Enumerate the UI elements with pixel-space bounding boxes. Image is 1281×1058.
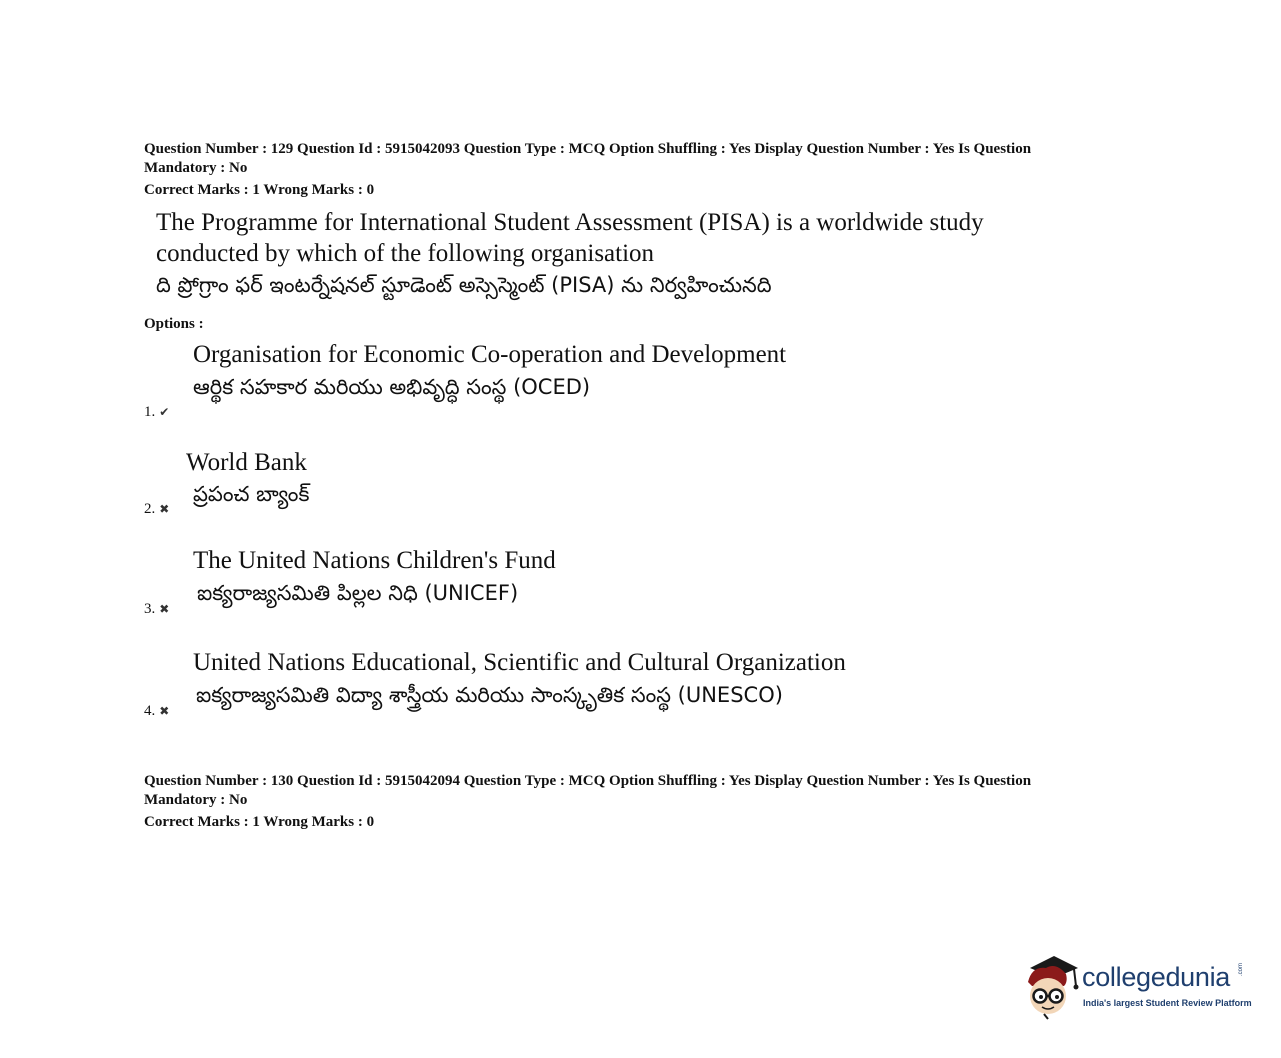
check-icon: ✔ xyxy=(159,405,170,419)
option-3-text-en: The United Nations Children's Fund xyxy=(193,547,556,574)
cross-icon: ✖ xyxy=(159,704,170,718)
option-4-number-label: 4. xyxy=(144,703,156,719)
option-4-text-en: United Nations Educational, Scientific and Cultural Organization xyxy=(193,649,846,676)
mascot-icon xyxy=(1022,952,1082,1022)
option-3-text-te: ఐక్యరాజ్యసమితి పిల్లల నిధి (UNICEF) xyxy=(197,581,519,605)
option-2-text-en: World Bank xyxy=(186,449,307,476)
q129-options-label: Options : xyxy=(144,316,204,332)
option-2-number xyxy=(144,501,169,518)
option-1-number-label: 1. xyxy=(144,404,156,420)
option-4-text-te: ఐక్యరాజ్యసమితి విద్యా శాస్త్రీయ మరియు సాంస్కృతిక సంస్థ (UNESCO) xyxy=(196,683,783,707)
option-2-text-te: ప్రపంచ బ్యాంక్ xyxy=(193,482,310,506)
q130-marks: Correct Marks : 1 Wrong Marks : 0 xyxy=(144,814,375,830)
option-1-text-te: ఆర్థిక సహకార మరియు అభివృద్ధి సంస్థ (OCED) xyxy=(193,375,591,399)
option-1-text-en: Organisation for Economic Co-operation and Development xyxy=(193,341,787,368)
cross-icon: ✖ xyxy=(159,602,170,616)
logo-tagline: India's largest Student Review Platform xyxy=(1083,998,1252,1008)
q129-marks: Correct Marks : 1 Wrong Marks : 0 xyxy=(144,182,375,198)
q129-question-en-line1: The Programme for International Student Assessment (PISA) is a worldwide study xyxy=(156,209,984,236)
option-4-number xyxy=(144,703,169,720)
q130-meta-line1: Question Number : 130 Question Id : 5915042094 Question Type : MCQ Option Shuffling : Yes Display Question Number : Yes Is Question xyxy=(144,773,1032,789)
option-3-number xyxy=(144,601,169,618)
q129-question-en-line2: conducted by which of the following organisation xyxy=(156,240,655,267)
logo-dotcom-text: .com xyxy=(1238,962,1244,976)
q129-meta-line1: Question Number : 129 Question Id : 5915042093 Question Type : MCQ Option Shuffling : Yes Display Question Number : Yes Is Question xyxy=(144,141,1032,157)
q129-question-te: ది ప్రోగ్రాం ఫర్ ఇంటర్నేషనల్ స్టూడెంట్ అస్సెస్మెంట్ (PISA) ను నిర్వహించునది xyxy=(156,273,772,297)
option-1-number xyxy=(144,404,169,421)
cross-icon: ✖ xyxy=(159,502,170,516)
q129-meta-line2: Mandatory : No xyxy=(144,160,248,176)
q130-meta-line2: Mandatory : No xyxy=(144,792,248,808)
logo-brand-text: collegedunia xyxy=(1082,962,1231,992)
collegedunia-logo xyxy=(1022,952,1252,1024)
option-2-number-label: 2. xyxy=(144,501,156,517)
option-3-number-label: 3. xyxy=(144,601,156,617)
